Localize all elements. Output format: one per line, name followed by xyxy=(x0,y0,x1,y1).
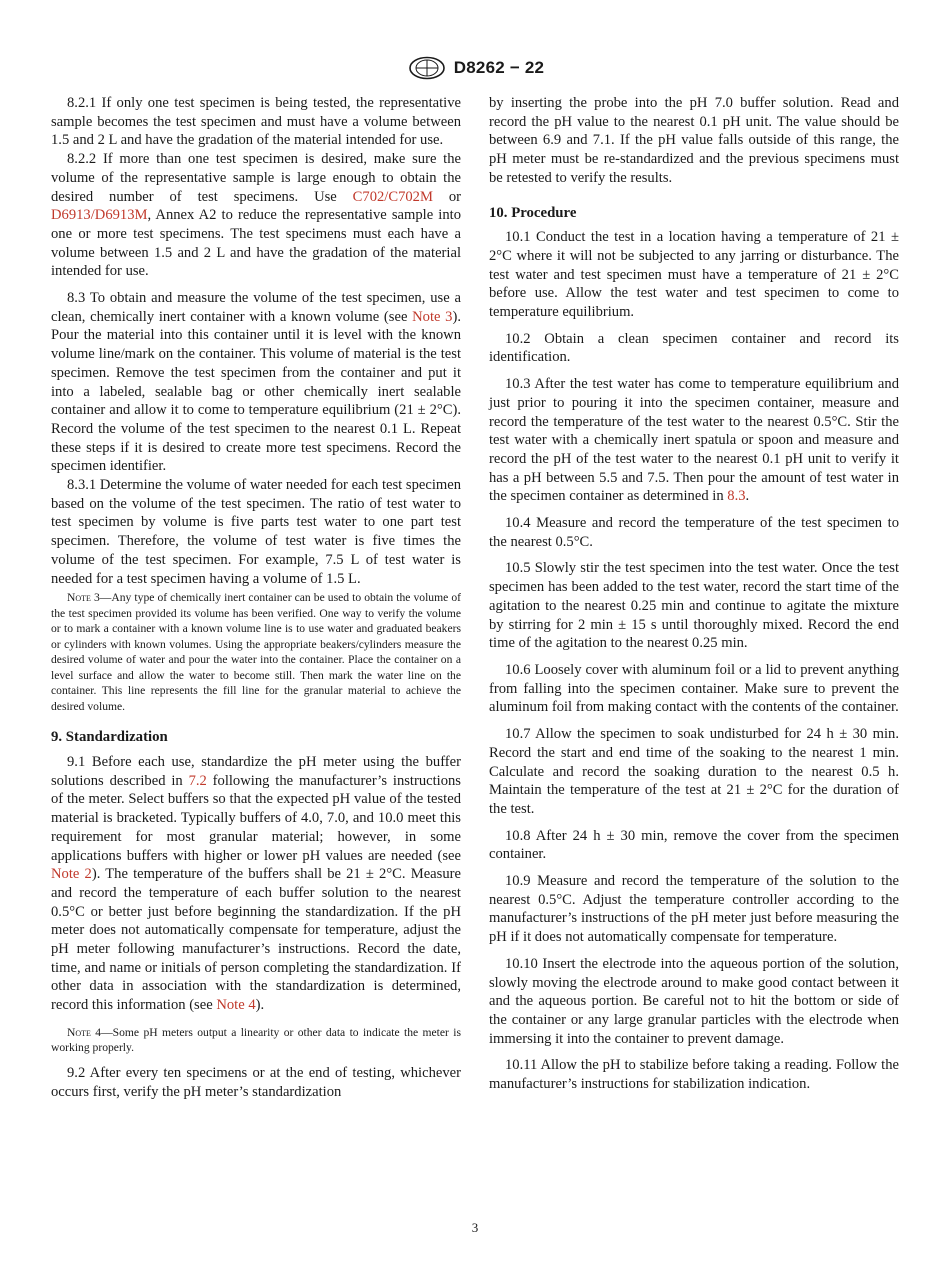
para-10-10: 10.10 Insert the electrode into the aqueous portion of the solution, slowly moving the electrode around to make good contact between it and the aqueous portion. Be careful not to hit the bottom or side of the container or any large granular particles with the electrode when immersing it into the container to prevent damage. xyxy=(489,955,899,1047)
para-10-6: 10.6 Loosely cover with aluminum foil or a lid to prevent anything from falling into the specimen container. Make sure to prevent the aluminum foil from making contact with the contents of the container. xyxy=(489,661,899,716)
para-8-3-1: 8.3.1 Determine the volume of water needed for each test specimen based on the volume of the test specimen. The ratio of test water to test specimen by volume is five parts test water to one part test specimen. Therefore, the volume of test water is five times the volume of the test specimen. For example, 7.5 L of test water is needed for a test specimen having a volume of 1.5 L. xyxy=(51,477,461,587)
document-id: D8262 − 22 xyxy=(453,58,545,77)
note-4-text: —Some pH meters output a linearity or other data to indicate the meter is working properly. xyxy=(51,1025,461,1055)
right-column xyxy=(489,94,899,1094)
left-column xyxy=(51,94,461,1101)
link-8-3[interactable]: 8.3 xyxy=(727,488,746,505)
para-10-4: 10.4 Measure and record the temperature of the test specimen to the nearest 0.5°C. xyxy=(489,515,899,550)
para-10-2: 10.2 Obtain a clean specimen container and record its identification. xyxy=(489,330,899,366)
para-9-2-cont: by inserting the probe into the pH 7.0 buffer solution. Read and record the pH value to the nearest 0.1 pH unit. The value should be between 6.9 and 7.1. If the pH value falls outside of this range, the pH meter must be re-standardized and the previous specimens must be retested to verify the results. xyxy=(489,95,899,186)
section-heading-standardization: 9. Standardization xyxy=(51,729,168,746)
para-8-3: 8.3 To obtain and measure the volume of the test specimen, use a clean, chemically inert container with a known volume (see Note 3). Pour the material into this container until it is level with the known volume line/mark on the container. This volume of material is the test specimen. Remove the test specimen from the container and put it into a labeled, sealable bag or other chemically inert sealable container and allow it to come to temperature equilibrium (21 ± 2°C). Record the volume of the test specimen to the nearest 0.1 L. Repeat these steps if it is desired to create more test specimens. Record the specimen identifier. xyxy=(51,290,461,475)
note-4 xyxy=(51,1025,461,1056)
para-10-5: 10.5 Slowly stir the test specimen into the test water. Once the test specimen has been added to the test water, record the start time of the agitation to the nearest 0.25 min and continue to agitate the mixture by stirring for 2 min ± 15 s until thoroughly mixed. Record the end time of the agitation to the nearest 0.25 min. xyxy=(489,560,899,652)
para-9-1: 9.1 Before each use, standardize the pH meter using the buffer solutions described in 7.2 following the manufacturer’s instructions of the meter. Select buffers so that the expected pH value of the tested material is bracketed. Typically buffers of 4.0, 7.0, and 10.0 meet this requirement for most granular material; however, in some applications buffers with higher or lower pH values are needed (see Note 2). The temperature of the buffers shall be 21 ± 2°C. Measure and record the temperature of each buffer solution to the nearest 0.5°C or better just before beginning the standardization. If the pH meter does not automatically compensate for temperature, adjust the pH meter following manufacturer’s instructions. Record the date, time, and name or initials of person completing the standardization. If other data in association with the standardization is determined, record this information (see Note 4). xyxy=(51,753,461,1014)
link-note-2[interactable]: Note 2 xyxy=(51,866,92,883)
astm-logo-icon xyxy=(406,56,448,80)
link-note-3[interactable]: Note 3 xyxy=(412,308,453,325)
page-number: 3 xyxy=(471,1220,479,1235)
note-3-text: —Any type of chemically inert container can be used to obtain the volume of the test specimen provided its volume has been verified. One way to verify the volume or to mark a container with a known volume line is to use water and graduated beakers or cylinders with known volumes. Using the appropriate beakers/cylinders measure the desired volume of water and pour the water into the container. Place the container on a level surface and allow the water to become still. Then mark the water line on the container. This line represents the fill line for the granular material to achieve the desired volume. xyxy=(51,591,461,713)
note-4-label: Note 4 xyxy=(67,1025,102,1039)
para-10-3: 10.3 After the test water has come to temperature equilibrium and just prior to pouring it into the specimen container, measure and record the temperature of the test water to the nearest 0.5°C. Stir the test water with a chemically inert spatula or spoon and measure and record the pH of the test water to the nearest 0.1 pH unit to verify it has a pH between 5.5 and 7.5. Then pour the amount of test water in the specimen container as determined in 8.3. xyxy=(489,376,899,505)
note-3 xyxy=(51,590,461,714)
para-10-9: 10.9 Measure and record the temperature of the solution to the nearest 0.5°C. Adjust the temperature controller according to the manufacturer’s instructions of the pH meter just before measuring the pH if it does not automatically compensate for temperature. xyxy=(489,873,899,946)
note-3-label: Note 3 xyxy=(67,591,100,605)
link-note-4[interactable]: Note 4 xyxy=(216,997,256,1014)
section-heading-procedure: 10. Procedure xyxy=(489,204,577,221)
para-10-7: 10.7 Allow the specimen to soak undisturbed for 24 h ± 30 min. Record the start and end time of the soaking to the nearest 1 min. Calculate and record the soaking duration to the nearest 0.5 h. Maintain the temperature of the test at 21 ± 2°C for the duration of the test. xyxy=(489,726,899,817)
para-10-11: 10.11 Allow the pH to stabilize before taking a reading. Follow the manufacturer’s instructions for stabilization indication. xyxy=(489,1057,899,1093)
para-9-2: 9.2 After every ten specimens or at the end of testing, whichever occurs first, verify the pH meter’s standardization xyxy=(51,1064,461,1100)
para-8-2-1: 8.2.1 If only one test specimen is being tested, the representative sample becomes the test specimen and must have a volume between 1.5 and 2 L and have the gradation of the material intended for use. xyxy=(51,95,461,149)
para-8-2-2: 8.2.2 If more than one test specimen is desired, make sure the volume of the representative sample is large enough to obtain the desired number of test specimens. Use C702/C702M or D6913/D6913M, Annex A2 to reduce the representative sample into one or more test specimens. The test specimens must each have a volume between 1.5 and 2 L and have the gradation of the material intended for use. xyxy=(51,151,462,280)
para-10-1: 10.1 Conduct the test in a location having a temperature of 21 ± 2°C where it will not be subjected to any jarring or disturbance. The test water and test specimen must have a temperature of 21 ± 2°C before use. Allow the test water and test specimen to come to temperature equilibrium. xyxy=(489,229,899,321)
para-10-8: 10.8 After 24 h ± 30 min, remove the cover from the specimen container. xyxy=(489,827,899,863)
link-7-2[interactable]: 7.2 xyxy=(188,772,207,789)
link-c702[interactable]: C702/C702M xyxy=(352,188,433,205)
page-header xyxy=(0,56,950,82)
link-d6913[interactable]: D6913/D6913M xyxy=(51,207,148,224)
